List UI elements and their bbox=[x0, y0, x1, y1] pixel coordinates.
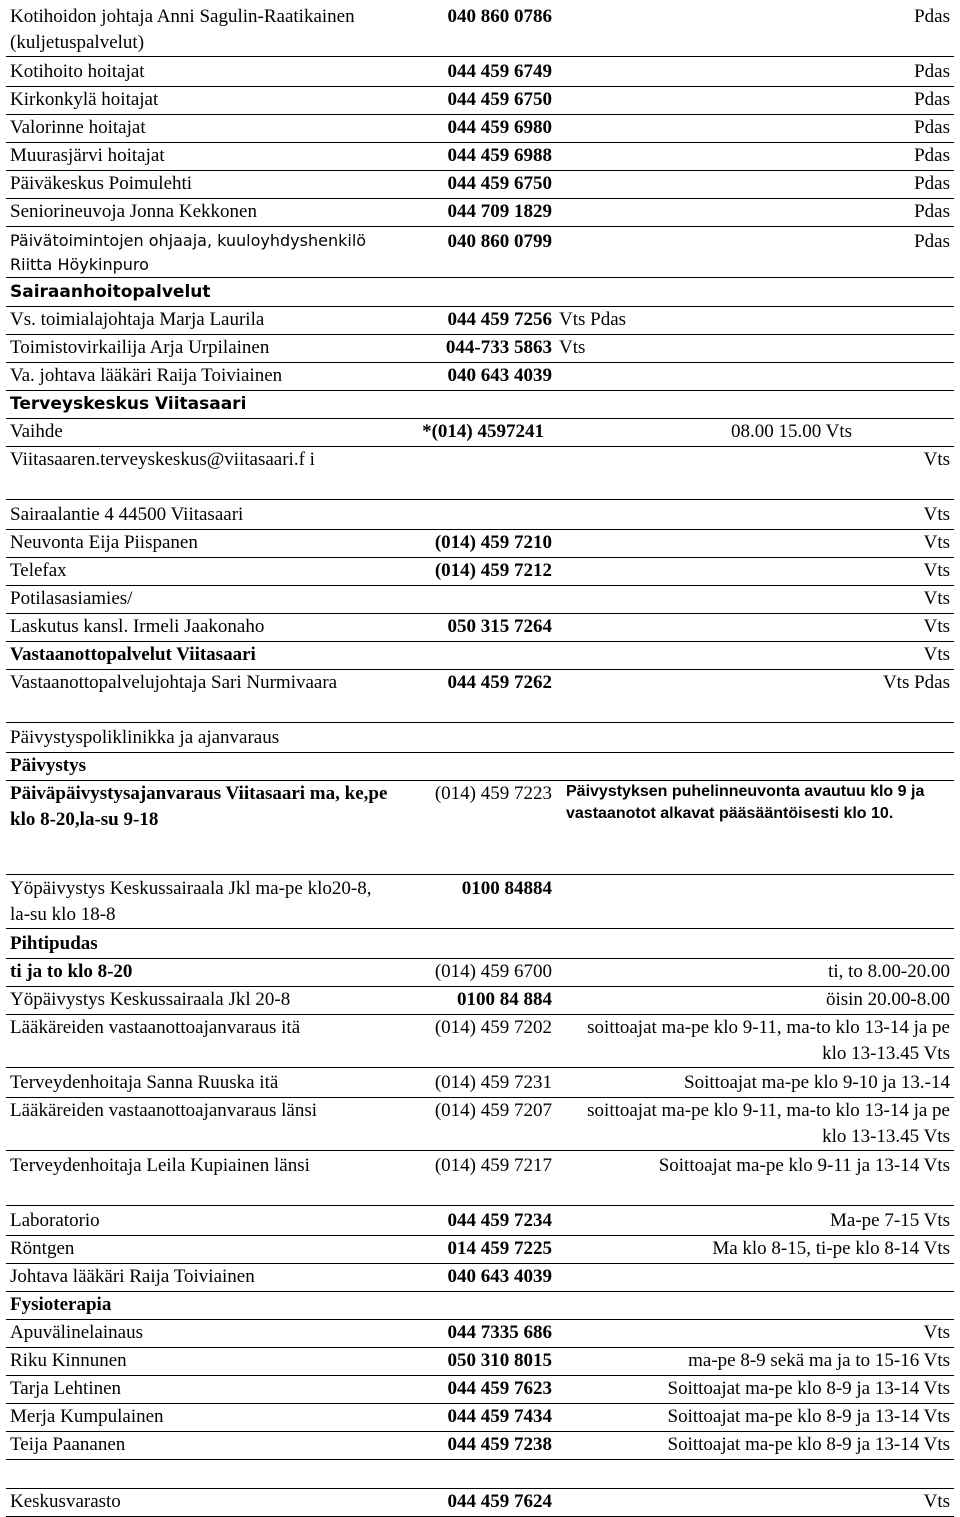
table-row bbox=[6, 1153, 954, 1206]
phone-number: 044 459 7624 bbox=[447, 1491, 552, 1512]
phone-number: (014) 459 7231 bbox=[434, 1072, 552, 1093]
section-heading-row bbox=[6, 279, 954, 307]
call-times: Soittoajat ma-pe klo 8-9 ja 13-14 Vts bbox=[667, 1378, 950, 1399]
section-heading: Fysioterapia bbox=[10, 1294, 112, 1315]
table-row bbox=[6, 1070, 954, 1098]
table-row bbox=[6, 1015, 954, 1068]
contact-name: Riku Kinnunen bbox=[10, 1350, 127, 1371]
street-address: Sairaalantie 4 44500 Viitasaari bbox=[10, 504, 244, 525]
contact-name: Röntgen bbox=[10, 1238, 75, 1259]
location-code: Pdas bbox=[914, 231, 950, 252]
opening-hours: öisin 20.00-8.00 bbox=[825, 989, 950, 1010]
location-code: Vts bbox=[559, 337, 586, 358]
table-row bbox=[6, 876, 954, 929]
table-row bbox=[6, 725, 954, 753]
table-row bbox=[6, 1432, 954, 1460]
contact-name: Va. johtava lääkäri Raija Toiviainen bbox=[10, 365, 283, 386]
location-code: Vts bbox=[923, 449, 950, 470]
phone-number: 044 459 7262 bbox=[447, 672, 552, 693]
phone-number: 044 7335 686 bbox=[447, 1322, 552, 1343]
table-row bbox=[6, 1488, 954, 1517]
section-heading: Päivystys bbox=[10, 755, 86, 776]
location-code: Vts bbox=[923, 532, 950, 553]
table-row bbox=[6, 335, 954, 363]
section-heading: Vastaanottopalvelut Viitasaari bbox=[10, 644, 256, 665]
location-code: Vts bbox=[923, 616, 950, 637]
location-code: Vts bbox=[923, 1491, 950, 1512]
phone-number: 0100 84884 bbox=[461, 878, 552, 899]
location-code: Pdas bbox=[914, 6, 950, 27]
table-row bbox=[6, 307, 954, 335]
table-row bbox=[6, 229, 954, 278]
contact-name: Kotihoito hoitajat bbox=[10, 61, 145, 82]
section-heading: Terveyskeskus Viitasaari bbox=[10, 394, 247, 414]
contact-name: Merja Kumpulainen bbox=[10, 1406, 164, 1427]
phone-number: 0100 84 884 bbox=[457, 989, 552, 1010]
table-row bbox=[6, 502, 954, 530]
phone-number: 044 459 7256 bbox=[447, 309, 552, 330]
contact-name: Laskutus kansl. Irmeli Jaakonaho bbox=[10, 616, 265, 637]
table-row bbox=[6, 4, 954, 57]
opening-hours: ti, to 8.00-20.00 bbox=[828, 961, 950, 982]
location-code: Pdas bbox=[914, 89, 950, 110]
contact-name: Vastaanottopalvelujohtaja Sari Nurmivaara bbox=[10, 672, 338, 693]
table-row bbox=[6, 670, 954, 723]
table-row bbox=[6, 614, 954, 642]
table-row bbox=[6, 530, 954, 558]
phone-number: (014) 459 6700 bbox=[434, 961, 552, 982]
contact-name: Telefax bbox=[10, 560, 67, 581]
table-row bbox=[6, 781, 954, 875]
opening-hours: 08.00 15.00 Vts bbox=[731, 421, 853, 442]
location-code: Vts bbox=[923, 588, 950, 609]
contact-name: Tarja Lehtinen bbox=[10, 1378, 122, 1399]
contact-name: Päiväkeskus Poimulehti bbox=[10, 173, 193, 194]
phone-number: 040 860 0786 bbox=[447, 6, 552, 27]
phone-number: 044 459 7623 bbox=[447, 1378, 552, 1399]
contact-name: Teija Paananen bbox=[10, 1434, 126, 1455]
location-code: Pdas bbox=[914, 145, 950, 166]
phone-number: 044 459 6988 bbox=[447, 145, 552, 166]
call-times: Soittoajat ma-pe klo 9-11 ja 13-14 Vts bbox=[658, 1155, 950, 1176]
opening-hours: Ma klo 8-15, ti-pe klo 8-14 Vts bbox=[712, 1238, 950, 1259]
location-code: Vts bbox=[923, 504, 950, 525]
phone-number: *(014) 4597241 bbox=[422, 421, 544, 442]
phone-number: (014) 459 7217 bbox=[434, 1155, 552, 1176]
contact-name: Kirkonkylä hoitajat bbox=[10, 89, 159, 110]
contact-name: Neuvonta Eija Piispanen bbox=[10, 532, 198, 553]
contact-name: Yöpäivystys Keskussairaala Jkl 20-8 bbox=[10, 989, 291, 1010]
contact-name: Laboratorio bbox=[10, 1210, 100, 1231]
section-heading-row bbox=[6, 1292, 954, 1320]
table-row bbox=[6, 1236, 954, 1264]
table-row bbox=[6, 143, 954, 171]
contact-name: Apuvälinelainaus bbox=[10, 1322, 143, 1343]
phone-number: 044 459 7434 bbox=[447, 1406, 552, 1427]
contact-name: ti ja to klo 8-20 bbox=[10, 961, 133, 982]
table-row bbox=[6, 558, 954, 586]
call-times: ma-pe 8-9 sekä ma ja to 15-16 Vts bbox=[688, 1350, 950, 1371]
location-code: Pdas bbox=[914, 117, 950, 138]
phone-number: (014) 459 7223 bbox=[434, 783, 552, 804]
table-row bbox=[6, 1404, 954, 1432]
section-heading-row bbox=[6, 753, 954, 781]
call-times: soittoajat ma-pe klo 9-11, ma-to klo 13-14 ja pe klo 13-13.45 Vts bbox=[587, 1100, 950, 1147]
phone-number: 040 643 4039 bbox=[447, 1266, 552, 1287]
table-row bbox=[6, 87, 954, 115]
phone-number: 044 459 6980 bbox=[447, 117, 552, 138]
section-heading-row bbox=[6, 391, 954, 419]
location-code: Pdas bbox=[914, 173, 950, 194]
location-code: Pdas bbox=[914, 61, 950, 82]
email-address: Viitasaaren.terveyskeskus@viitasaari.f i bbox=[10, 449, 315, 470]
phone-number: (014) 459 7207 bbox=[434, 1100, 552, 1121]
opening-hours: Ma-pe 7-15 Vts bbox=[830, 1210, 950, 1231]
section-heading-row bbox=[6, 931, 954, 959]
table-row bbox=[6, 1320, 954, 1348]
contact-name: Lääkäreiden vastaanottoajanvaraus länsi bbox=[10, 1100, 318, 1121]
contact-name: Päiväpäivystysajanvaraus Viitasaari ma, ke,pe klo 8-20,la-su 9-18 bbox=[10, 783, 388, 830]
contact-name: Päivystyspoliklinikka ja ajanvaraus bbox=[10, 727, 280, 748]
location-code: Vts bbox=[923, 644, 950, 665]
phone-number: 044 459 6750 bbox=[447, 89, 552, 110]
phone-number: 014 459 7225 bbox=[447, 1238, 552, 1259]
table-row bbox=[6, 59, 954, 87]
table-row bbox=[6, 586, 954, 614]
table-row bbox=[6, 363, 954, 391]
table-row bbox=[6, 1208, 954, 1236]
location-code: Vts bbox=[923, 560, 950, 581]
contact-name: Terveydenhoitaja Sanna Ruuska itä bbox=[10, 1072, 279, 1093]
table-row bbox=[6, 171, 954, 199]
phone-number: 050 310 8015 bbox=[447, 1350, 552, 1371]
contact-name: Potilasasiamies/ bbox=[10, 588, 133, 609]
info-note: Päivystyksen puhelinneuvonta avautuu klo 9 ja vastaanotot alkavat pääsääntöisesti klo 10. bbox=[566, 783, 925, 822]
contact-name: Vs. toimialajohtaja Marja Laurila bbox=[10, 309, 265, 330]
section-heading: Sairaanhoitopalvelut bbox=[10, 282, 211, 302]
call-times: Soittoajat ma-pe klo 8-9 ja 13-14 Vts bbox=[667, 1434, 950, 1455]
call-times: soittoajat ma-pe klo 9-11, ma-to klo 13-14 ja pe klo 13-13.45 Vts bbox=[587, 1017, 950, 1064]
location-code: Pdas bbox=[914, 201, 950, 222]
contact-name: Muurasjärvi hoitajat bbox=[10, 145, 165, 166]
phone-number: 044 459 7238 bbox=[447, 1434, 552, 1455]
table-row bbox=[6, 959, 954, 987]
table-row bbox=[6, 419, 954, 447]
contact-name: Lääkäreiden vastaanottoajanvaraus itä bbox=[10, 1017, 301, 1038]
phone-number: 050 315 7264 bbox=[447, 616, 552, 637]
table-row bbox=[6, 1376, 954, 1404]
location-code: Vts Pdas bbox=[559, 309, 627, 330]
table-row bbox=[6, 1264, 954, 1292]
phone-number: 044 459 6749 bbox=[447, 61, 552, 82]
contact-name: Terveydenhoitaja Leila Kupiainen länsi bbox=[10, 1155, 310, 1176]
phone-number: (014) 459 7212 bbox=[434, 560, 552, 581]
contact-name: Valorinne hoitajat bbox=[10, 117, 146, 138]
section-heading-row bbox=[6, 642, 954, 670]
contact-name: Yöpäivystys Keskussairaala Jkl ma-pe klo20-8, la-su klo 18-8 bbox=[10, 878, 372, 925]
phone-number: (014) 459 7210 bbox=[434, 532, 552, 553]
call-times: Soittoajat ma-pe klo 9-10 ja 13.-14 bbox=[684, 1072, 950, 1093]
contact-name: Toimistovirkailija Arja Urpilainen bbox=[10, 337, 270, 358]
contact-name: Johtava lääkäri Raija Toiviainen bbox=[10, 1266, 255, 1287]
table-row bbox=[6, 199, 954, 227]
table-row bbox=[6, 447, 954, 500]
contact-name: Kotihoidon johtaja Anni Sagulin-Raatikainen (kuljetuspalvelut) bbox=[10, 6, 355, 53]
contact-name: Keskusvarasto bbox=[10, 1491, 121, 1512]
table-row bbox=[6, 115, 954, 143]
section-heading: Pihtipudas bbox=[10, 933, 98, 954]
table-row bbox=[6, 1098, 954, 1151]
location-code: Vts bbox=[923, 1322, 950, 1343]
location-code: Vts Pdas bbox=[882, 672, 950, 693]
phone-number: (014) 459 7202 bbox=[434, 1017, 552, 1038]
table-row bbox=[6, 1348, 954, 1376]
phone-number: 044 709 1829 bbox=[447, 201, 552, 222]
contact-name: Seniorineuvoja Jonna Kekkonen bbox=[10, 201, 257, 222]
contact-name: Päivätoimintojen ohjaaja, kuuloyhdyshenkilö Riitta Höykinpuro bbox=[10, 231, 367, 274]
table-row bbox=[6, 987, 954, 1015]
phone-number: 044 459 6750 bbox=[447, 173, 552, 194]
call-times: Soittoajat ma-pe klo 8-9 ja 13-14 Vts bbox=[667, 1406, 950, 1427]
phone-number: 044-733 5863 bbox=[445, 337, 552, 358]
phone-number: 044 459 7234 bbox=[447, 1210, 552, 1231]
phone-number: 040 860 0799 bbox=[447, 231, 552, 252]
contact-name: Vaihde bbox=[10, 421, 63, 442]
phone-number: 040 643 4039 bbox=[447, 365, 552, 386]
